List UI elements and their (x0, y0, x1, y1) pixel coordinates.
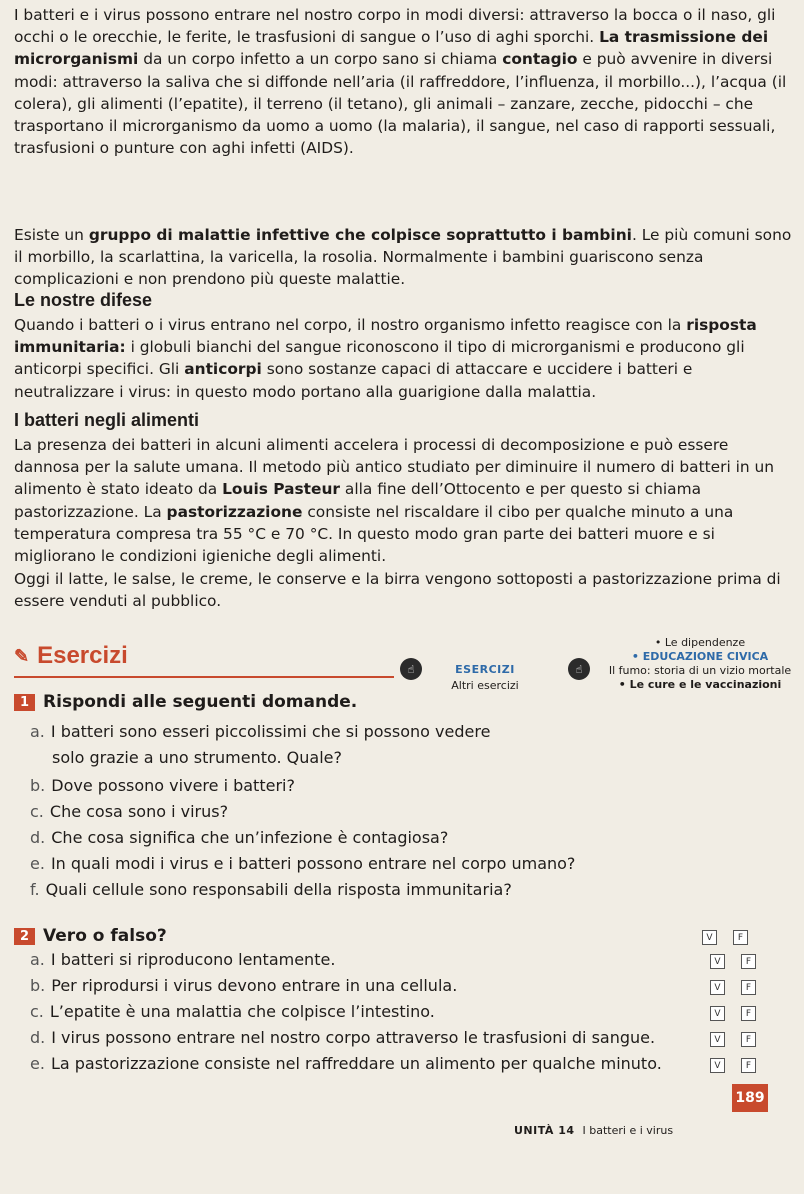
vf-boxes-c (710, 1006, 756, 1021)
gruppo-pre-text: Esiste un (14, 226, 89, 244)
vf-item-e: e. La pastorizzazione consiste nel raffreddare un alimento per qualche minuto. (30, 1054, 662, 1073)
hand-pointer-icon[interactable]: ☝ (568, 658, 590, 680)
resource-links (604, 636, 796, 692)
gruppo-term: gruppo di malattie infettive che colpisce soprattutto i bambini (88, 226, 632, 244)
true-checkbox[interactable]: V (710, 954, 725, 969)
false-checkbox[interactable]: F (741, 980, 756, 995)
gruppo-rest-text: . Le più comuni sono il morbillo, la scarlattina, la varicella, la rosolia. Normalmente i bambini guariscono senza complicazioni e non prendono più queste malattie. (14, 226, 792, 289)
resource-link[interactable]: • Le dipendenze (654, 636, 746, 649)
risposta-term: risposta immunitaria: (14, 316, 757, 357)
exercise-2-heading (14, 926, 167, 946)
exercises-underline (14, 676, 394, 678)
vf-item-a: a. I batteri si riproducono lentamente. (30, 950, 336, 969)
intro-paragraph (14, 4, 794, 159)
question-e: e. In quali modi i virus e i batteri possono entrare nel corpo umano? (30, 854, 576, 873)
alimenti-paragraph-2: Oggi il latte, le salse, le creme, le conserve e la birra vengono sottoposti a pastorizzazione prima di essere venduti al pubblico. (14, 570, 781, 611)
pasteur-term: Louis Pasteur (222, 480, 341, 499)
vf-boxes-a (710, 954, 756, 969)
vf-item-b: b. Per riprodursi i virus devono entrare in una cellula. (30, 976, 458, 995)
page-number: 189 (732, 1084, 768, 1112)
difese-rest-text: sono sostanze capaci di attaccare e uccidere i batteri e neutralizzare i virus: in questo modo portano alla guarigione dalla malattia. (14, 360, 693, 401)
exercise-1-heading (14, 692, 357, 712)
false-checkbox[interactable]: F (741, 1058, 756, 1073)
section-heading-difese: Le nostre difese (14, 290, 153, 310)
false-checkbox[interactable]: F (741, 1006, 756, 1021)
difese-pre-text: Quando i batteri o i virus entrano nel corpo, il nostro organismo infetto reagisce con la (14, 316, 687, 334)
trasm-rest-text: e può avvenire in diversi modi: attraverso la saliva che si diffonde nell’aria (il raffreddore, l’influenza, il morbillo...), l’acqua (il colera), gli alimenti (l’epatite), il terreno (il tetano), gli animali – zanzare, zecche, pidocchi – che trasportano il microrganismo da uomo a uomo (la malaria), il sangue, nel caso di rapporti sessuali, trasfusioni o punture con aghi infetti (AIDS). (14, 50, 787, 158)
alimenti-pre-text: La presenza dei batteri in alcuni alimenti accelera i processi di decomposizione e può essere dannosa per la salute umana. Il metodo più antico studiato per diminuire il numero di batteri in un alimento è stato ideato da (14, 436, 775, 499)
true-checkbox[interactable]: V (710, 1058, 725, 1073)
vf-boxes-b (710, 980, 756, 995)
intro-text: I batteri e i virus possono entrare nel nostro corpo in modi diversi: attraverso la bocca o il naso, gli occhi o le orecchie, le ferite, le trasfusioni di sangue o l’uso di aghi sporchi. (14, 6, 776, 47)
vf-header (702, 930, 748, 945)
question-a: a. I batteri sono esseri piccolissimi che si possono vedere (30, 722, 491, 741)
vf-item-d: d. I virus possono entrare nel nostro corpo attraverso le trasfusioni di sangue. (30, 1028, 656, 1047)
true-checkbox[interactable]: V (710, 1006, 725, 1021)
true-checkbox[interactable]: V (710, 980, 725, 995)
question-c: c. Che cosa sono i virus? (30, 802, 229, 821)
resource-link[interactable]: Il fumo: storia di un vizio mortale (608, 664, 792, 677)
exercises-link-box[interactable] (410, 662, 560, 694)
resource-link[interactable]: • EDUCAZIONE CIVICA (631, 650, 769, 663)
section-heading-alimenti: I batteri negli alimenti (14, 410, 200, 430)
true-checkbox[interactable]: V (702, 930, 717, 945)
false-checkbox[interactable]: F (733, 930, 748, 945)
question-b: b. Dove possono vivere i batteri? (30, 776, 295, 795)
false-checkbox[interactable]: F (741, 1032, 756, 1047)
exercises-link-label[interactable]: ESERCIZI (455, 663, 515, 676)
gruppo-paragraph (14, 224, 794, 291)
resource-link[interactable]: • Le cure e le vaccinazioni (618, 678, 782, 691)
exercise-1-number: 1 (14, 694, 35, 711)
anticorpi-term: anticorpi (184, 360, 262, 379)
exercises-title-text: Esercizi (37, 642, 128, 669)
vf-item-c: c. L’epatite è una malattia che colpisce l’intestino. (30, 1002, 435, 1021)
alimenti-paragraph (14, 434, 794, 567)
trasmissione-term: La trasmissione dei microrganismi (14, 28, 769, 69)
question-d: d. Che cosa significa che un’infezione è contagiosa? (30, 828, 449, 847)
vf-boxes-e (710, 1058, 756, 1073)
difese-paragraph (14, 314, 794, 403)
false-checkbox[interactable]: F (741, 954, 756, 969)
contagio-term: contagio (502, 50, 578, 69)
question-f: f. Quali cellule sono responsabili della risposta immunitaria? (30, 880, 512, 899)
exercise-2-title: Vero o falso? (43, 926, 167, 946)
exercise-icon: ✎ (14, 645, 30, 666)
chapter-label: I batteri e i virus (582, 1124, 674, 1137)
exercise-2-number: 2 (14, 928, 35, 945)
trasm-mid-text: da un corpo infetto a un corpo sano si chiama (138, 50, 503, 69)
exercises-link-sub[interactable]: Altri esercizi (451, 679, 519, 692)
vf-boxes-d (710, 1032, 756, 1047)
hand-pointer-icon[interactable]: ☝ (400, 658, 422, 680)
difese-mid-text: i globuli bianchi del sangue riconoscono il tipo di microrganismi e producono gli anticorpi specifici. Gli (14, 338, 745, 379)
true-checkbox[interactable]: V (710, 1032, 725, 1047)
unit-label: UNITÀ 14 (514, 1124, 575, 1137)
pastorizzazione-term: pastorizzazione (166, 502, 303, 521)
exercise-1-title: Rispondi alle seguenti domande. (43, 692, 358, 712)
exercises-title (14, 642, 128, 670)
page-footer (514, 1124, 673, 1137)
question-a-cont: solo grazie a uno strumento. Quale? (52, 748, 342, 767)
alimenti-mid-text: alla fine dell’Ottocento e per questo si chiama pastorizzazione. La (14, 480, 702, 521)
alimenti-rest-text: consiste nel riscaldare il cibo per qualche minuto a una temperatura compresa tra 55 °C e 70 °C. In questo modo gran parte dei batteri muore e si migliorano le condizioni igieniche degli alimenti. (14, 502, 734, 566)
